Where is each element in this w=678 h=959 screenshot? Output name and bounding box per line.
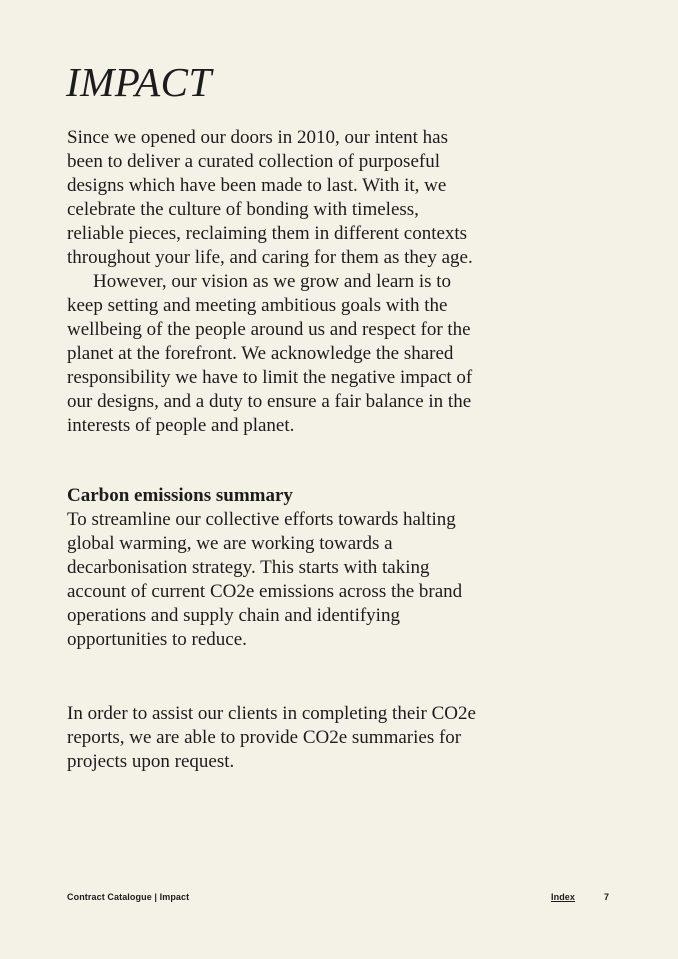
footer-section-label: Contract Catalogue | Impact bbox=[67, 892, 190, 902]
assist-section bbox=[67, 702, 477, 774]
intro-section bbox=[67, 126, 477, 438]
index-link[interactable]: Index bbox=[551, 892, 576, 902]
intro-paragraph: Since we opened our doors in 2010, our intent has been to deliver a curated collection of purposeful designs which have been made to last. With it, we celebrate the culture of bonding with timeless, reliable pieces, reclaiming them in different contexts throughout your life, and caring for them as they age. bbox=[67, 127, 473, 268]
carbon-heading: Carbon emissions summary bbox=[67, 485, 293, 506]
carbon-paragraph: To streamline our collective efforts towards halting global warming, we are working towards a decarbonisation strategy. This starts with taking account of current CO2e emissions across the brand operations and supply chain and identifying opportunities to reduce. bbox=[67, 509, 463, 650]
assist-paragraph: In order to assist our clients in completing their CO2e reports, we are able to provide CO2e summaries for projects upon request. bbox=[67, 703, 476, 772]
intro-paragraph: However, our vision as we grow and learn is to keep setting and meeting ambitious goals with the wellbeing of the people around us and respect for the planet at the forefront. We acknowledge the shared responsibility we have to limit the negative impact of our designs, and a duty to ensure a fair balance in the interests of people and planet. bbox=[67, 271, 473, 436]
page-number: 7 bbox=[604, 892, 610, 902]
page-title: IMPACT bbox=[66, 59, 212, 105]
carbon-section bbox=[67, 484, 477, 652]
